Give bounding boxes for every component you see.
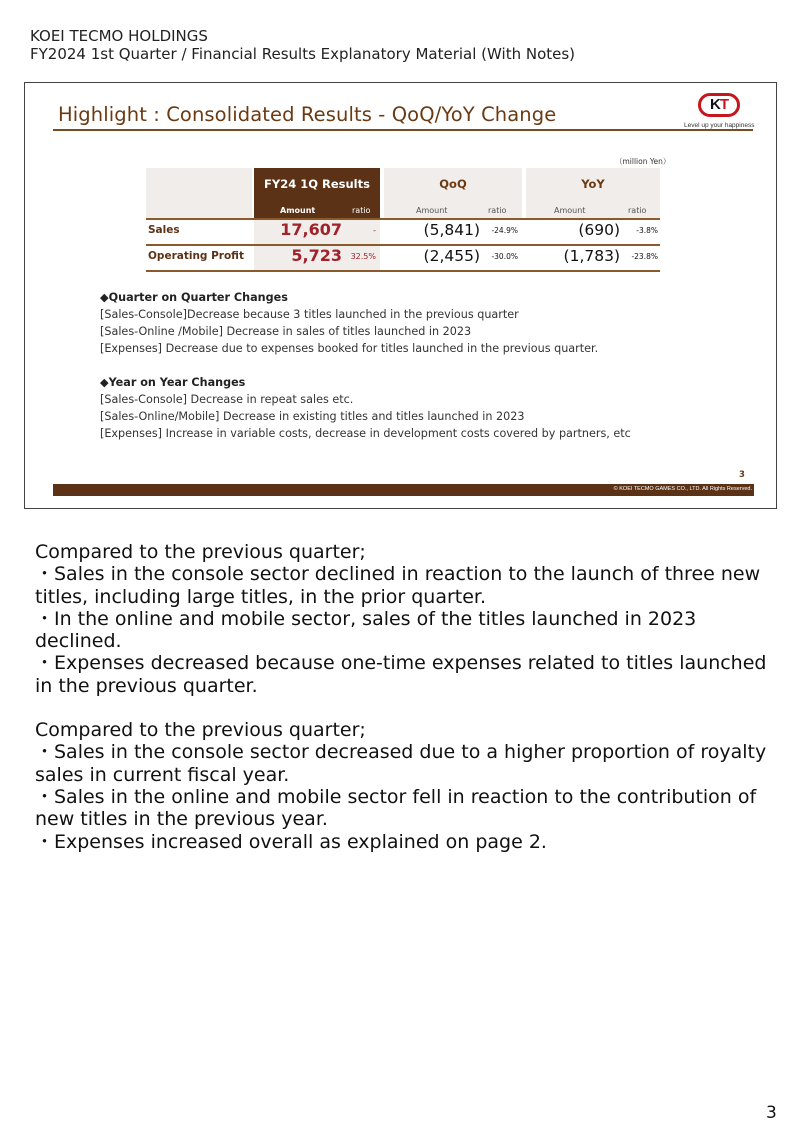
- narrative-line: Compared to the previous quarter;: [35, 719, 366, 742]
- yoy-title: YoY: [581, 177, 605, 191]
- page-number: 3: [766, 1103, 777, 1123]
- document-header: [30, 27, 575, 63]
- qoq-note-line: [Expenses] Decrease due to expenses booked for titles launched in the previous quarter.: [100, 342, 599, 355]
- narrative-line: ・Sales in the online and mobile sector fell in reaction to the contribution of new titles in the previous year.: [35, 785, 757, 831]
- qoq-ratio: -24.9%: [491, 226, 518, 235]
- current-ratio: -: [373, 226, 376, 235]
- narrative-line: Compared to the previous quarter;: [35, 541, 366, 563]
- yoy-note-line: [Sales-Console] Decrease in repeat sales etc.: [100, 393, 354, 406]
- qoq-ratio: -30.0%: [491, 252, 518, 261]
- qoq-ratio-header: ratio: [488, 206, 507, 215]
- yoy-amount: (690): [578, 221, 620, 239]
- results-table: [146, 168, 660, 272]
- yoy-amount: (1,783): [563, 247, 620, 265]
- current-amount: 17,607: [280, 220, 342, 239]
- narrative-line: ・Sales in the console sector decreased due to a higher proportion of royalty sales in current fiscal year.: [35, 741, 767, 786]
- slide-title: Highlight : Consolidated Results - QoQ/YoY Change: [58, 103, 557, 126]
- slide-footer-bar: [53, 484, 754, 496]
- row-label: Operating Profit: [148, 250, 244, 262]
- narrative-line: ・Sales in the console sector declined in reaction to the launch of three new titles, including large titles, in the prior quarter.: [35, 563, 761, 608]
- copyright-text: © KOEI TECMO GAMES CO., LTD. All Rights Reserved.: [613, 486, 752, 492]
- company-logo: [681, 93, 757, 133]
- notes-spacer: [100, 357, 631, 374]
- slide-number: 3: [739, 470, 745, 480]
- logo-badge: [698, 93, 740, 117]
- table-header-row: [146, 168, 660, 218]
- logo-letter-t: T: [719, 96, 728, 113]
- speaker-notes: [35, 541, 775, 853]
- logo-letter-k: K: [709, 96, 720, 113]
- qoq-amount: (2,455): [423, 247, 480, 265]
- blank-header-cell: [146, 168, 252, 218]
- yoy-ratio: -23.8%: [631, 252, 658, 261]
- narrative-spacer: [35, 697, 775, 719]
- current-results-header: [254, 168, 380, 218]
- table-row-sales: [146, 218, 660, 246]
- yoy-header: [526, 168, 660, 218]
- qoq-header: [384, 168, 522, 218]
- yoy-note-line: [Sales-Online/Mobile] Decrease in existing titles and titles launched in 2023: [100, 410, 525, 423]
- qoq-notes-heading: ◆Quarter on Quarter Changes: [100, 291, 288, 304]
- qoq-note-line: [Sales-Online /Mobile] Decrease in sales of titles launched in 2023: [100, 325, 472, 338]
- slide-frame: [24, 82, 777, 509]
- yoy-ratio-header: ratio: [628, 206, 647, 215]
- qoq-amount: (5,841): [423, 221, 480, 239]
- current-ratio-header: ratio: [352, 206, 371, 215]
- row-label: Sales: [148, 224, 180, 236]
- logo-tagline: Level up your happiness: [684, 122, 755, 129]
- yoy-ratio: -3.8%: [636, 226, 658, 235]
- qoq-title: QoQ: [439, 177, 467, 191]
- document-title: FY2024 1st Quarter / Financial Results Explanatory Material (With Notes): [30, 45, 576, 63]
- qoq-amount-header: Amount: [416, 206, 448, 215]
- current-ratio: 32.5%: [350, 252, 376, 261]
- current-amount: 5,723: [291, 246, 342, 265]
- units-label: （million Yen）: [615, 157, 671, 166]
- narrative-line: ・Expenses decreased because one-time expenses related to titles launched in the previous quarter.: [35, 652, 767, 697]
- current-amount-header: Amount: [280, 206, 316, 215]
- narrative-line: ・Expenses increased overall as explained on page 2.: [35, 830, 547, 853]
- company-name: KOEI TECMO HOLDINGS: [30, 27, 208, 45]
- change-notes: [100, 289, 631, 442]
- narrative-line: ・In the online and mobile sector, sales of the titles launched in 2023 declined.: [35, 607, 697, 653]
- qoq-note-line: [Sales-Console]Decrease because 3 titles launched in the previous quarter: [100, 308, 519, 321]
- title-divider: [53, 129, 753, 131]
- table-row-operating-profit: [146, 246, 660, 272]
- current-results-title: FY24 1Q Results: [264, 177, 370, 191]
- yoy-amount-header: Amount: [554, 206, 586, 215]
- yoy-note-line: [Expenses] Increase in variable costs, decrease in development costs covered by partners, etc: [100, 427, 631, 440]
- yoy-notes-heading: ◆Year on Year Changes: [100, 376, 246, 389]
